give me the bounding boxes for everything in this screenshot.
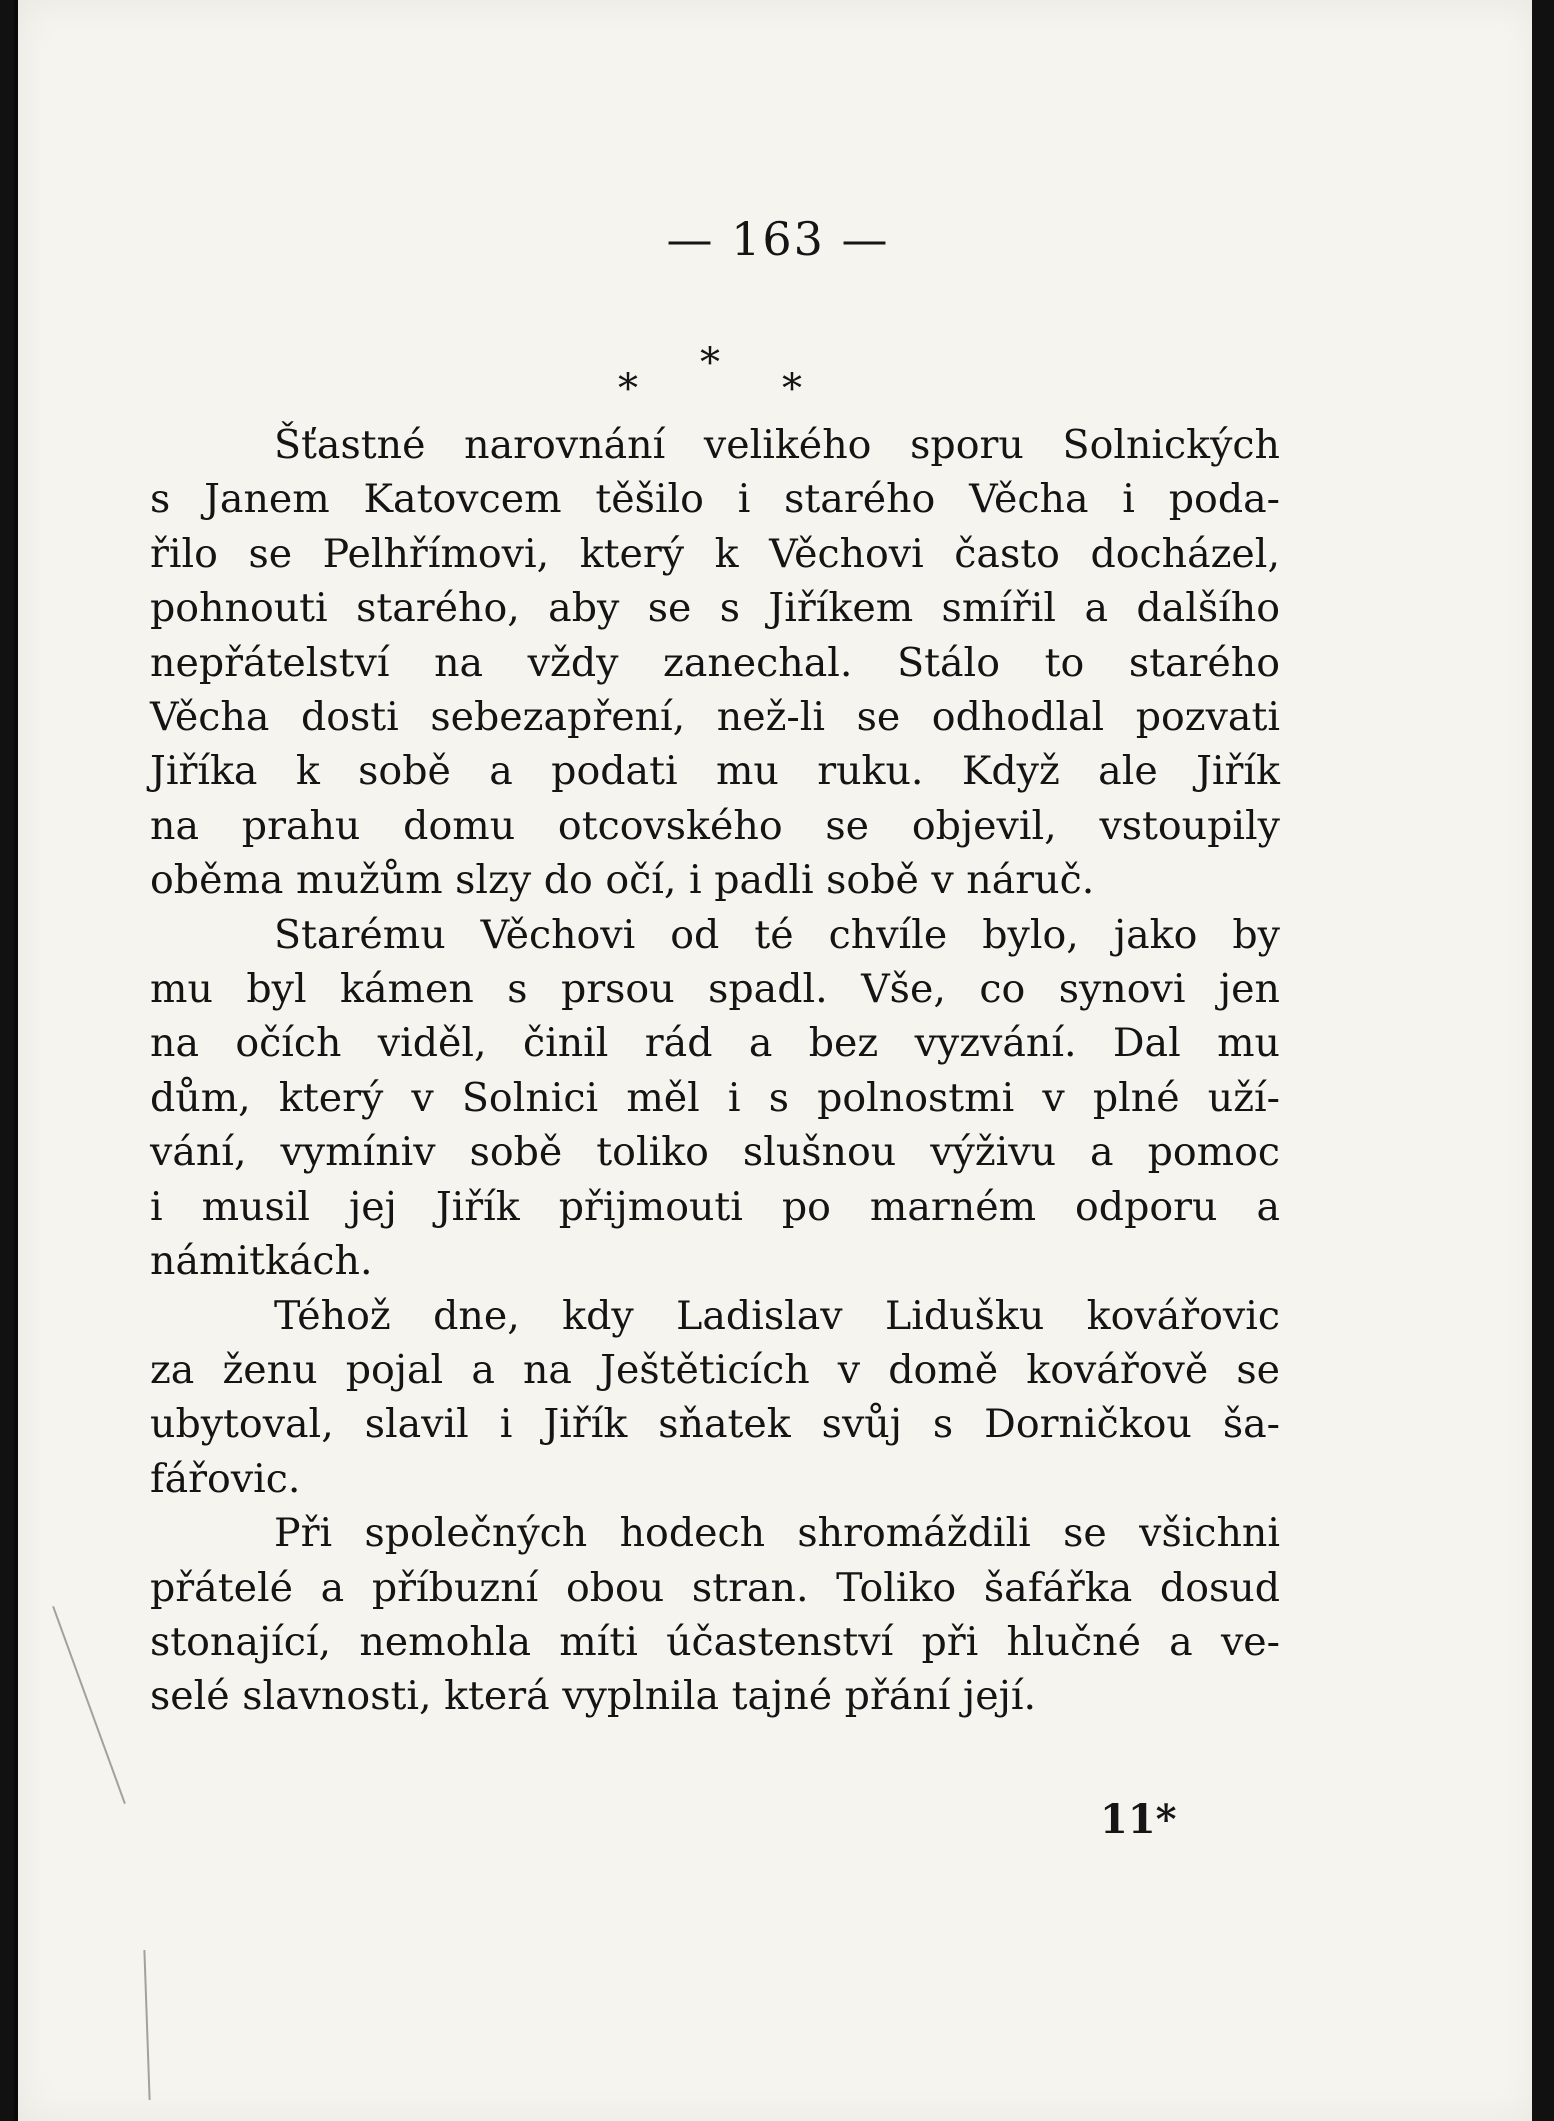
asterisk: *: [700, 340, 720, 386]
text-line: na očích viděl, činil rád a bez vyzvání. Dal mu: [150, 1020, 1280, 1067]
text-line: vání, vymíniv sobě toliko slušnou výživu a pomoc: [150, 1129, 1280, 1176]
section-separator-asterisks: [618, 340, 818, 410]
text-line: Téhož dne, kdy Ladislav Lidušku kovářovic: [274, 1292, 1280, 1339]
text-line: přátelé a příbuzní obou stran. Toliko šafářka dosud: [150, 1564, 1280, 1611]
asterisk: *: [782, 366, 802, 412]
scan-artifact-line: [143, 1950, 150, 2100]
scan-edge-left: [0, 0, 14, 2121]
text-line: stonající, nemohla míti účastenství při hlučné a ve-: [150, 1618, 1280, 1665]
signature-mark: 11*: [1100, 1796, 1177, 1843]
text-line: Při společných hodech shromáždili se všichni: [274, 1510, 1280, 1557]
text-line: Jiříka k sobě a podati mu ruku. Když ale Jiřík: [150, 748, 1280, 795]
text-line: dům, který v Solnici měl i s polnostmi v plné uží-: [150, 1074, 1280, 1121]
text-line: fářovic.: [150, 1455, 301, 1502]
scan-edge-right: [1532, 0, 1554, 2121]
text-line: s Janem Katovcem těšilo i starého Věcha i poda-: [150, 476, 1280, 523]
scan-artifact-line: [52, 1606, 126, 1804]
text-line: řilo se Pelhřímovi, který k Věchovi často docházel,: [150, 530, 1280, 577]
asterisk: *: [618, 366, 638, 412]
text-line: Věcha dosti sebezapření, než-li se odhodlal pozvati: [150, 694, 1280, 741]
text-line: Šťastné narovnání velikého sporu Solnických: [274, 422, 1280, 468]
book-page: [18, 0, 1538, 2121]
text-line: na prahu domu otcovského se objevil, vstoupily: [150, 802, 1280, 849]
text-line: Starému Věchovi od té chvíle bylo, jako by: [274, 911, 1280, 958]
page-number-header: — 163 —: [666, 212, 890, 266]
text-line: nepřátelství na vždy zanechal. Stálo to starého: [150, 639, 1280, 686]
body-text: [150, 418, 1280, 1724]
text-line: za ženu pojal a na Ještěticích v domě kovářově se: [150, 1346, 1280, 1393]
text-line: námitkách.: [150, 1238, 373, 1285]
text-line: selé slavnosti, která vyplnila tajné přání její.: [150, 1673, 1037, 1720]
text-line: oběma mužům slzy do očí, i padli sobě v náruč.: [150, 857, 1095, 904]
text-line: pohnouti starého, aby se s Jiříkem smířil a dalšího: [150, 585, 1280, 632]
text-line: mu byl kámen s prsou spadl. Vše, co synovi jen: [150, 966, 1280, 1013]
text-line: ubytoval, slavil i Jiřík sňatek svůj s Dorničkou ša-: [150, 1401, 1280, 1448]
text-line: i musil jej Jiřík přijmouti po marném odporu a: [150, 1183, 1280, 1230]
